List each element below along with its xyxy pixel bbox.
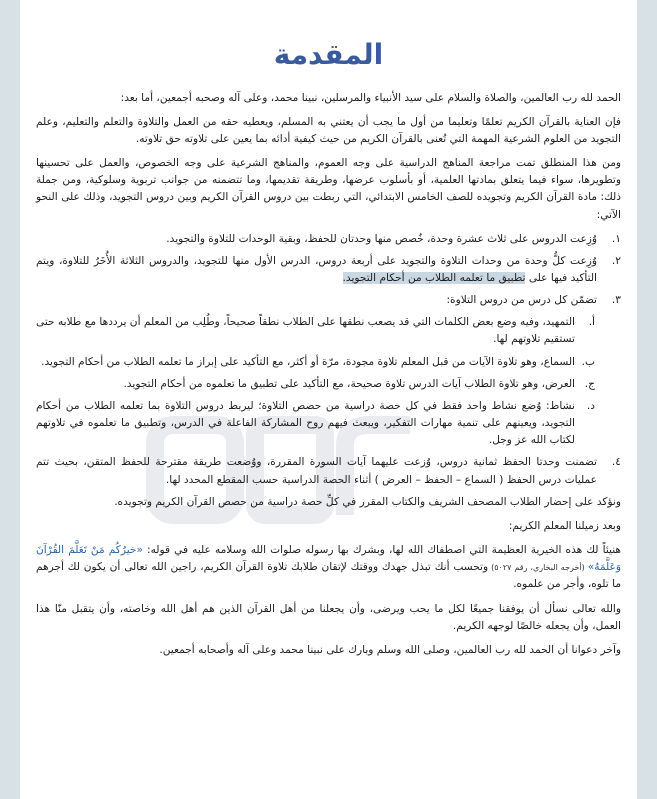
list-number: ١.	[611, 232, 621, 245]
list-text: تضمّن كل درس من دروس التلاوة:	[446, 294, 597, 307]
sub-item-b	[36, 354, 595, 371]
page-title: المقدمة	[273, 38, 384, 71]
sub-item-d	[36, 398, 595, 449]
hadith-quote: «خيرُكُم مَنْ تَعَلَّمَ القُرْآنَ وَعَلَّمَهُ»	[36, 544, 621, 574]
opening-paragraph: الحمد لله رب العالمين، والصلاة والسلام على سيد الأنبياء والمرسلين، نبينا محمد، وعلى آله وصحبه أجمعين، أما بعد:	[120, 91, 621, 104]
list-item-3	[36, 292, 621, 309]
paragraph-address-teacher: وبعد زميلنا المعلم الكريم:	[508, 519, 621, 532]
right-decorative-band	[637, 0, 657, 799]
paragraph-importance: فإن العناية بالقرآن الكريم تعلمًا وتعليما من أول ما يجب أن يعتني به المسلم، ويعطيه حقه من العمل والتلاوة والتعلم والتعليم، وعلم التجويد من العلوم الشرعية المهمة التي تُعنى بالقرآن الكريم من حيث كيفية أدائه بما يعين على تلاوته حق تلاوته.	[36, 115, 621, 145]
sub-text: نشاط: وُضع نشاط واحد فقط في كل حصة دراسية من حصص التلاوة؛ ليربط دروس التلاوة بما تعلمه الطلاب من أحكام التجويد، ويعينهم على تنمية مهارات التفكير، ويبعث فيهم روح المشاركة الفاعلة في الدرس، وتطبيق ما تعلموه في تلاوتهم لكتاب الله عز وجل.	[36, 399, 575, 447]
sub-number: أ.	[588, 316, 595, 329]
hadith-reference: (أخرجه البخاري، رقم ٥٠٢٧)	[488, 563, 588, 573]
highlighted-text: تطبيق ما تعلمه الطلاب من أحكام التجويد.	[342, 272, 526, 284]
sub-number: ج.	[584, 377, 595, 390]
sub-number: ب.	[581, 355, 595, 368]
list-text	[36, 253, 597, 287]
list-text: تضمنت وحدتا الحفظ ثمانية دروس، وُزعت عليهما آيات السورة المقررة، ووُضعت طريقة مقترحة للحفظ المتقن، بحيث تتم عمليات درس الحفظ ( السماع – الحفظ – العرض ) أثناء الحصة الدراسية حسب المقطع المحدد لها.	[36, 456, 597, 486]
left-decorative-band	[0, 0, 20, 799]
paragraph-hadith	[36, 542, 621, 593]
paragraph-materials: ونؤكد على إحضار الطلاب المصحف الشريف والكتاب المقرر في كلِّ حصة دراسية من حصص القرآن الكريم وتجويده.	[114, 495, 621, 508]
list-item-2	[36, 253, 621, 287]
paragraph-supplication: والله تعالى نسأل أن يوفقنا جميعًا لكل ما يحب ويرضى، وأن يجعلنا من أهل القرآن الذين هم أهل الله وخاصته، وأن يتقبل منّا هذا العمل، وأن يجعله خالصًا لوجهه الكريم.	[36, 602, 621, 632]
sub-text: العرض، وهو تلاوة الطلاب آيات الدرس تلاوة صحيحة، مع التأكيد على تطبيق ما تعلموه من أحكام التجويد.	[123, 377, 575, 390]
hadith-continuation: وتحسب أنك تبذل جهدك ووقتك لإتقان طلابك تلاوة القرآن الكريم، راجين الله تعالى أن يكون لك أجرهم ما تلوه، وأجر من علموه.	[36, 561, 621, 591]
document-body	[36, 0, 621, 799]
sub-text: التمهيد، وفيه وضع بعض الكلمات التي قد يصعب نطقها على الطلاب نطقاً صحيحاً، وطُلِب من المعلم أن يرددها مع طلابه حتى تستقيم تلاوتهم لها.	[36, 316, 575, 346]
sub-item-a	[36, 314, 595, 348]
list-text-part: وُزِعت كلُّ وحدة من وحدات التلاوة والتجويد على أربعة دروس، الدرس الأول منها للتجويد، والدروس الثلاثة الأُخَرُ للتلاوة، ويتم التأكيد فيها على	[36, 254, 597, 284]
sub-text: السماع، وهو تلاوة الآيات من قبل المعلم تلاوة مجودة، مرّة أو أكثر، مع التأكيد على إبراز ما تعلمه الطلاب من أحكام التجويد.	[41, 355, 575, 368]
list-number: ٣.	[611, 294, 621, 307]
sub-item-c	[36, 376, 595, 393]
list-number: ٢.	[611, 254, 621, 267]
list-text: وُزِعت الدروس على ثلاث عشرة وحدة، خُصص منها وحدتان للحفظ، وبقية الوحدات للتلاوة والتجويد.	[166, 232, 597, 245]
paragraph-curriculum: ومن هذا المنطلق تمت مراجعة المناهج الدراسية على وجه العموم، والمناهج الشرعية على وجه الخصوص، والعمل على تحسينها وتطويرها، سواء فيما يتعلق بمادتها العلمية، أو بأسلوب عرضها، وطريقة تقديمها، وما تتضمنه من جوانب تربوية وسلوكية، ومن جملة ذلك: مادة القرآن الكريم وتجويده للصف الخامس الابتدائي، التي ربطت بين دروس القرآن الكريم وبين دروس التجويد، وذلك على النحو الآتي:	[36, 157, 621, 221]
sub-number: د.	[586, 399, 595, 412]
list-item-1	[36, 231, 621, 248]
paragraph-final: وآخر دعوانا أن الحمد لله رب العالمين، وصلى الله وسلم وبارك على نبينا محمد وعلى آله وأصحابه أجمعين.	[159, 643, 621, 656]
list-number: ٤.	[611, 456, 621, 469]
hadith-intro: هنيئاً لك هذه الخيرية العظيمة التي اصطفاك الله لها، وبشرك بها رسوله صلوات الله وسلامه عليه في قوله:	[142, 544, 621, 557]
list-item-4	[36, 454, 621, 488]
